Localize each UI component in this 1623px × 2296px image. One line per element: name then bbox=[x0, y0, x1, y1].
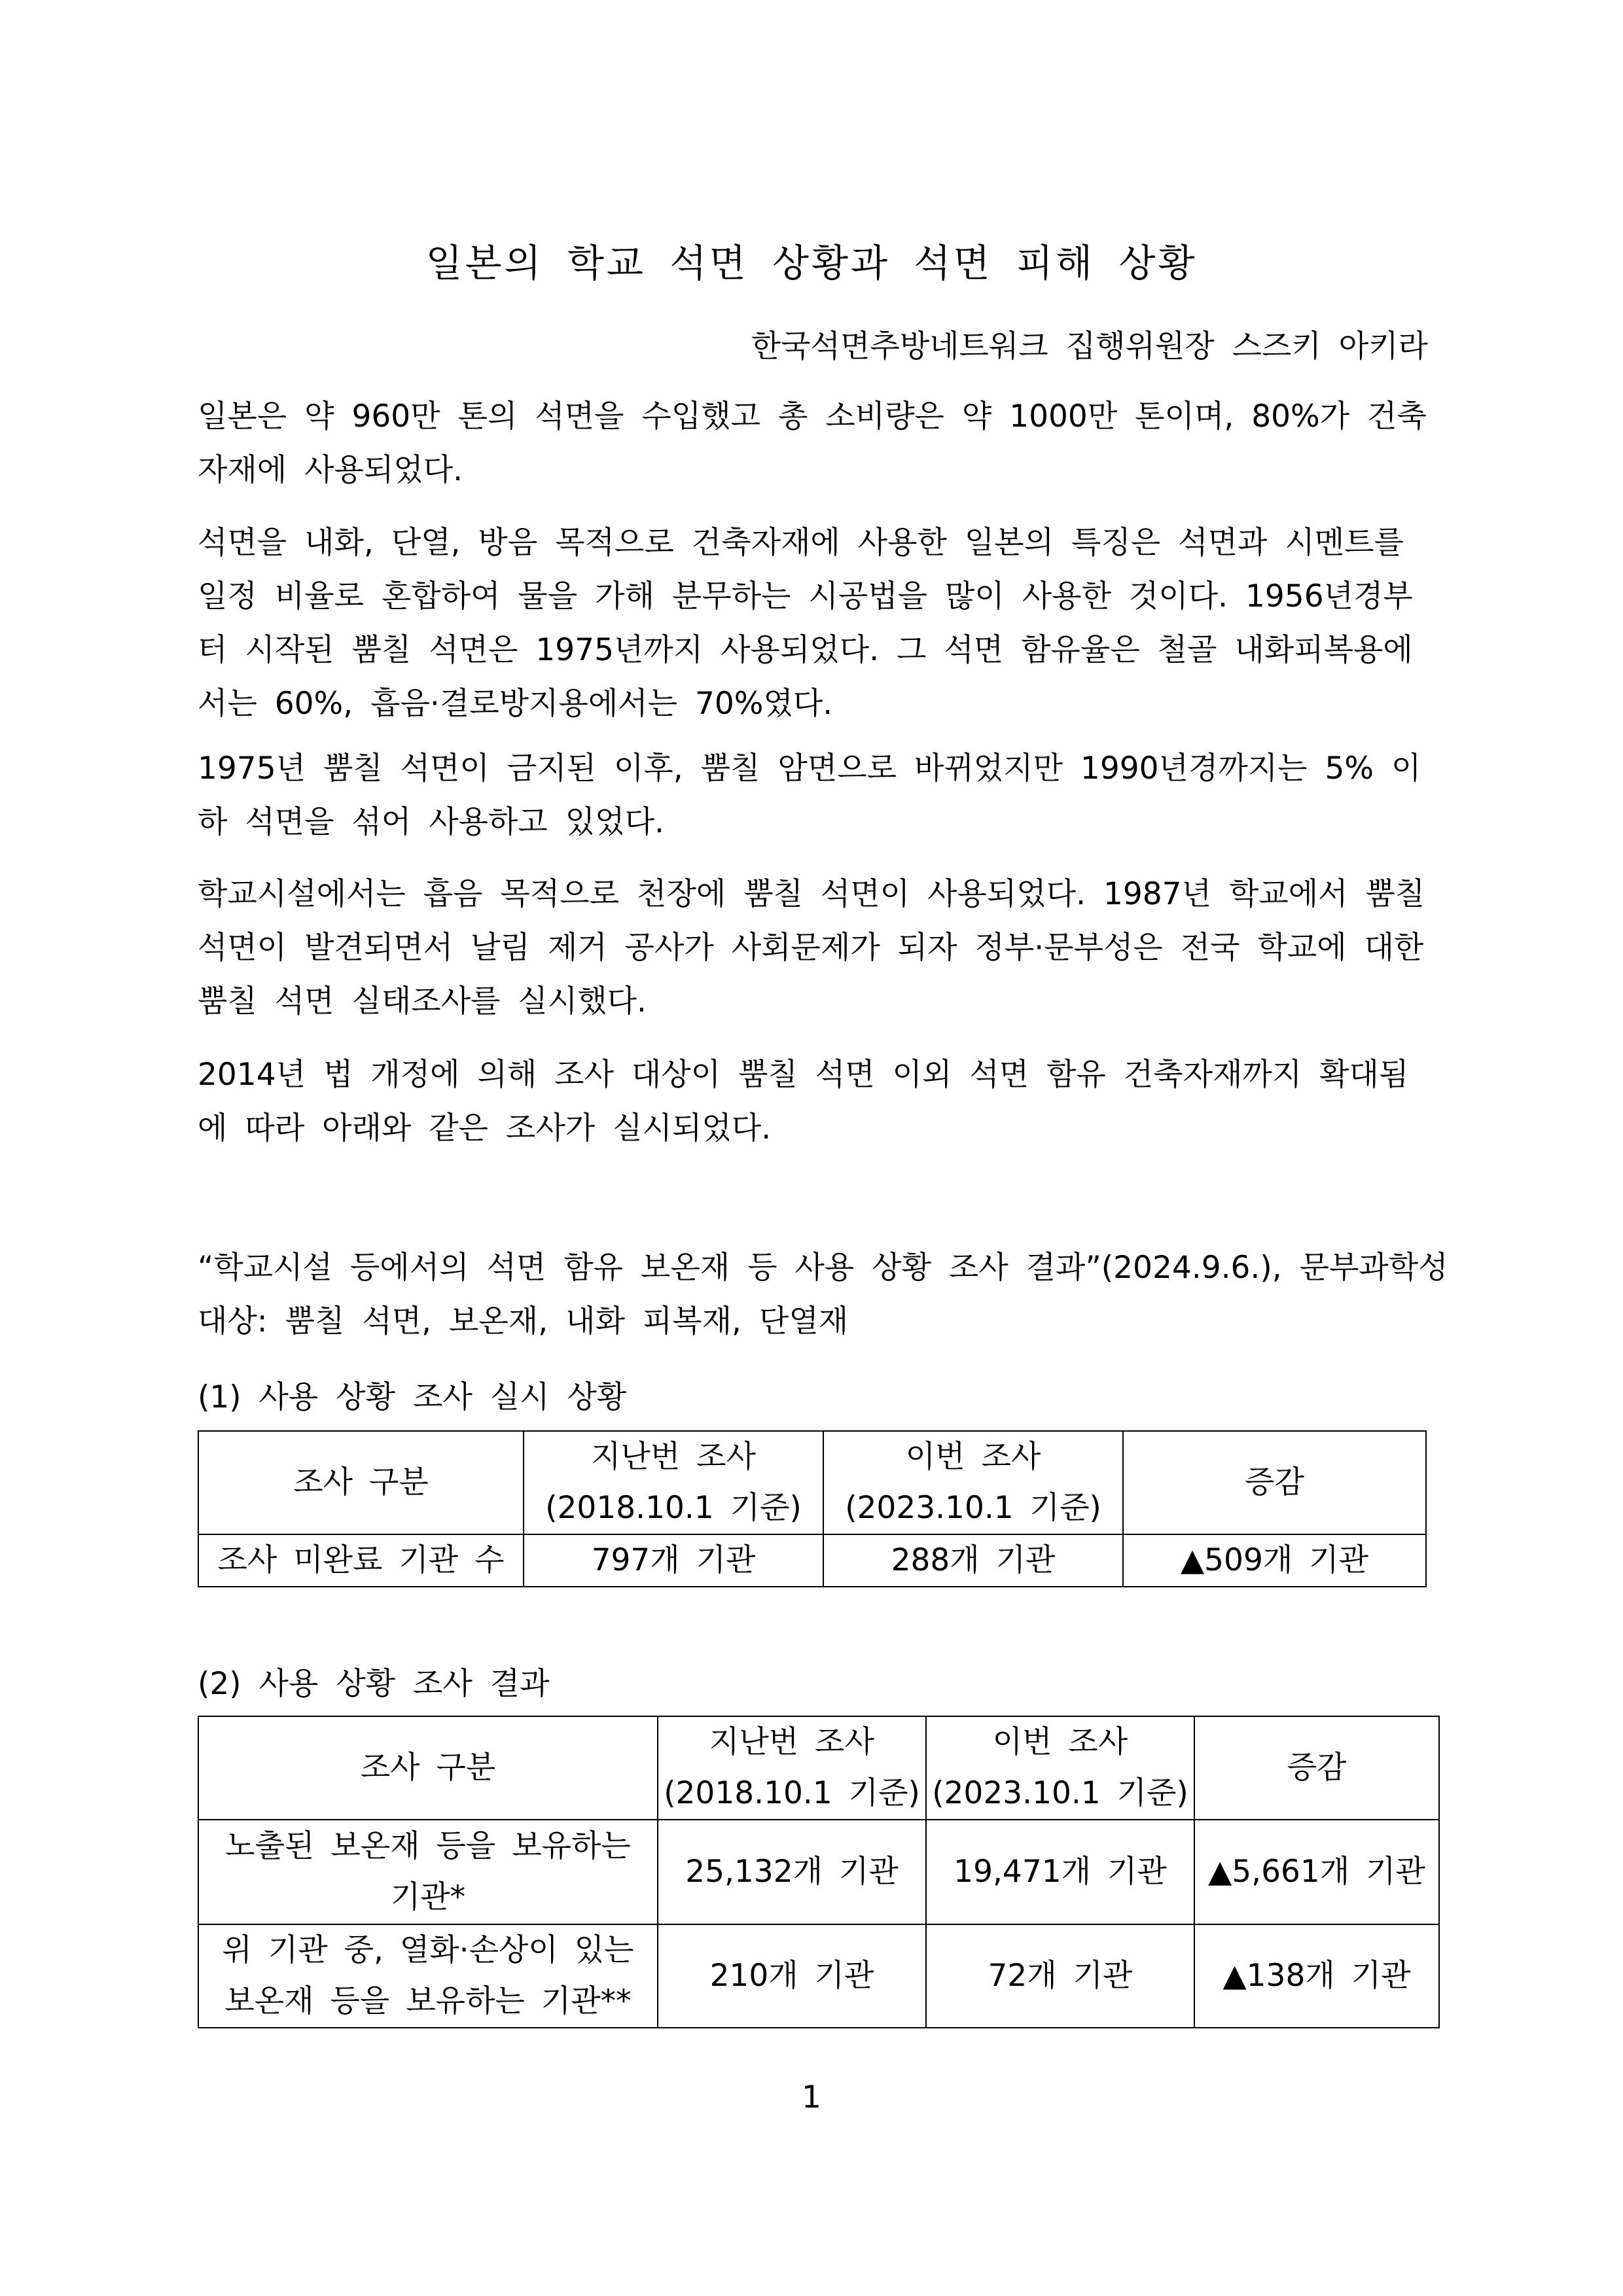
header-change-label: 증감 bbox=[1245, 1464, 1304, 1500]
table1-caption: (1) 사용 상황 조사 실시 상황 bbox=[198, 1379, 627, 1415]
cell-category-line2: 기관* bbox=[390, 1879, 466, 1915]
cell-change: ▲138개 기관 bbox=[1194, 1924, 1439, 2028]
header-change bbox=[1123, 1431, 1426, 1534]
cell-category: 조사 미완료 기관 수 bbox=[198, 1534, 524, 1587]
cell-category bbox=[198, 1820, 658, 1924]
cell-previous: 25,132개 기관 bbox=[658, 1820, 926, 1924]
cell-current: 19,471개 기관 bbox=[926, 1820, 1194, 1924]
header-current bbox=[823, 1431, 1123, 1534]
cell-previous: 797개 기관 bbox=[524, 1534, 823, 1587]
header-previous bbox=[658, 1716, 926, 1820]
table-row bbox=[198, 1924, 1439, 2028]
survey-target: 대상: 뿜칠 석면, 보온재, 내화 피복재, 단열재 bbox=[198, 1303, 849, 1339]
cell-previous: 210개 기관 bbox=[658, 1924, 926, 2028]
header-change-label: 증감 bbox=[1287, 1750, 1347, 1786]
document-title: 일본의 학교 석면 상황과 석면 피해 상황 bbox=[425, 241, 1198, 285]
cell-change: ▲509개 기관 bbox=[1123, 1534, 1426, 1587]
table-header-row bbox=[198, 1716, 1439, 1820]
cell-current: 72개 기관 bbox=[926, 1924, 1194, 2028]
header-current-label: 이번 조사 bbox=[905, 1439, 1041, 1475]
table2-caption: (2) 사용 상황 조사 결과 bbox=[198, 1666, 550, 1702]
cell-category-line1: 노출된 보온재 등을 보유하는 bbox=[225, 1828, 631, 1864]
cell-category-line1: 위 기관 중, 열화·손상이 있는 bbox=[222, 1932, 634, 1968]
header-category bbox=[198, 1716, 658, 1820]
header-change bbox=[1194, 1716, 1439, 1820]
page-number: 1 bbox=[802, 2079, 821, 2115]
header-previous-label: 지난번 조사 bbox=[709, 1724, 874, 1760]
author-line: 한국석면추방네트워크 집행위원장 스즈키 아키라 bbox=[751, 328, 1428, 364]
header-previous-label: 지난번 조사 bbox=[591, 1439, 756, 1475]
paragraph-school-facilities: 학교시설에서는 흡음 목적으로 천장에 뿜칠 석면이 사용되었다. 1987년 학교에서 뿜칠 석면이 발견되면서 날림 제거 공사가 사회문제가 되자 정부·문부성은 전국 학교에 대한 뿜칠 석면 실태조사를 실시했다. bbox=[198, 876, 1425, 1019]
header-previous-date: (2018.10.1 기준) bbox=[545, 1490, 802, 1526]
header-current-label: 이번 조사 bbox=[992, 1724, 1128, 1760]
table-header-row bbox=[198, 1431, 1426, 1534]
header-current-date: (2023.10.1 기준) bbox=[932, 1775, 1188, 1811]
cell-category bbox=[198, 1924, 658, 2028]
cell-current: 288개 기관 bbox=[823, 1534, 1123, 1587]
paragraph-ban-1975: 1975년 뿜칠 석면이 금지된 이후, 뿜칠 암면으로 바뀌었지만 1990년경까지는 5% 이하 석면을 섞어 사용하고 있었다. bbox=[198, 751, 1421, 840]
survey-status-table bbox=[198, 1430, 1427, 1587]
table-row bbox=[198, 1534, 1426, 1587]
header-current bbox=[926, 1716, 1194, 1820]
paragraph-import-volume: 일본은 약 960만 톤의 석면을 수입했고 총 소비량은 약 1000만 톤이며, 80%가 건축자재에 사용되었다. bbox=[198, 398, 1427, 488]
cell-category-line2: 보온재 등을 보유하는 기관** bbox=[224, 1983, 632, 2019]
cell-change: ▲5,661개 기관 bbox=[1194, 1820, 1439, 1924]
header-previous bbox=[524, 1431, 823, 1534]
paragraph-law-revision: 2014년 법 개정에 의해 조사 대상이 뿜칠 석면 이외 석면 함유 건축자재까지 확대됨에 따라 아래와 같은 조사가 실시되었다. bbox=[198, 1057, 1409, 1146]
header-category bbox=[198, 1431, 524, 1534]
paragraph-spray-method: 석면을 내화, 단열, 방음 목적으로 건축자재에 사용한 일본의 특징은 석면과 시멘트를 일정 비율로 혼합하여 물을 가해 분무하는 시공법을 많이 사용한 것이다. 1956년경부터 시작된 뿜칠 석면은 1975년까지 사용되었다. 그 석면 함유율은 철골 내화피복용에서는 60%, 흡음·결로방지용에서는 70%였다. bbox=[198, 525, 1413, 722]
table-row bbox=[198, 1820, 1439, 1924]
header-previous-date: (2018.10.1 기준) bbox=[664, 1775, 920, 1811]
header-current-date: (2023.10.1 기준) bbox=[845, 1490, 1101, 1526]
survey-source: “학교시설 등에서의 석면 함유 보온재 등 사용 상황 조사 결과”(2024.9.6.), 문부과학성 bbox=[198, 1250, 1448, 1286]
survey-result-table bbox=[198, 1716, 1440, 2028]
header-category-label: 조사 구분 bbox=[293, 1464, 429, 1500]
header-category-label: 조사 구분 bbox=[360, 1750, 496, 1786]
